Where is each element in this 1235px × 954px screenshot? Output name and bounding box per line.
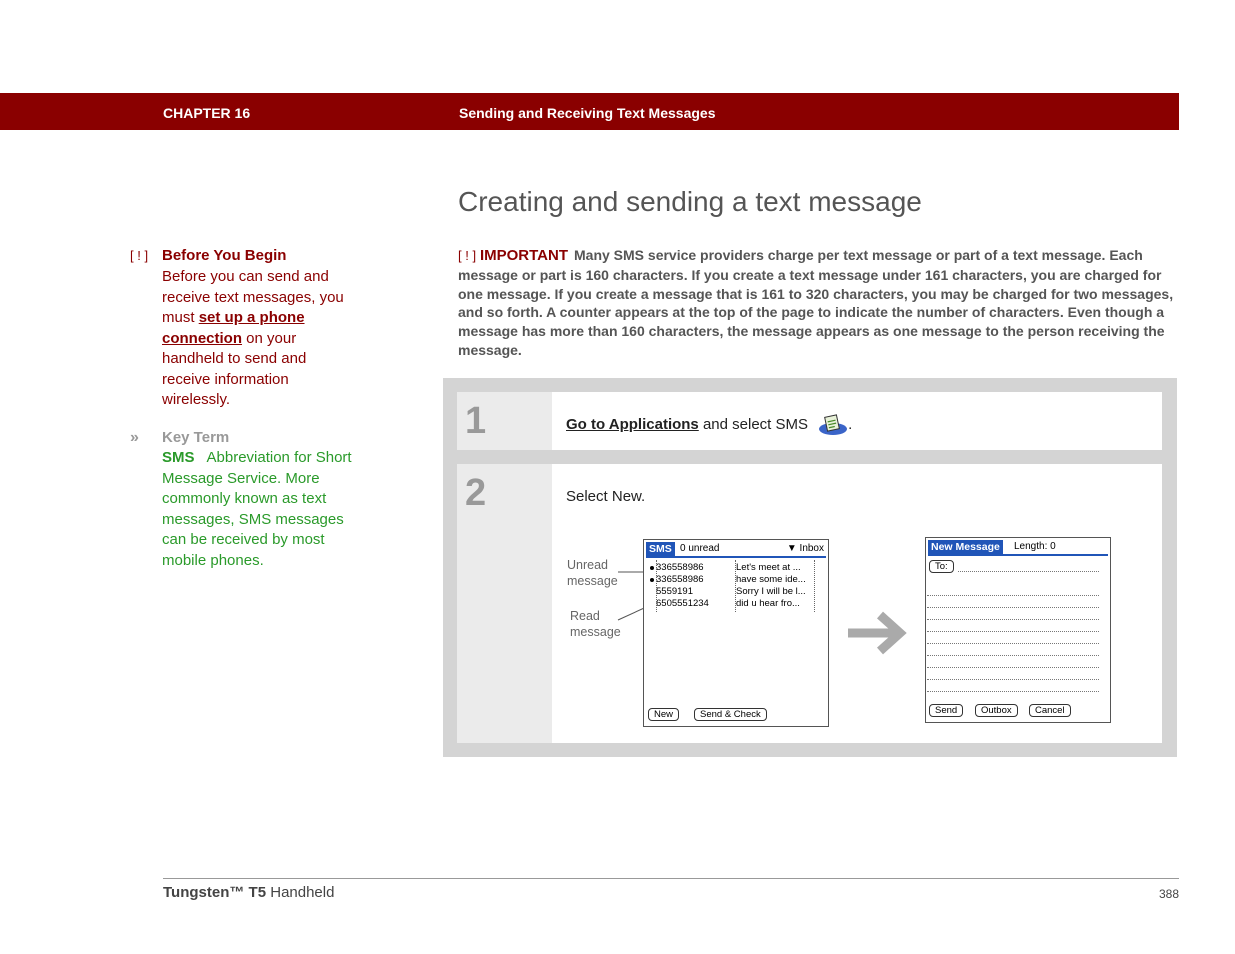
chapter-number: CHAPTER 16 <box>163 105 251 121</box>
new-button[interactable]: New <box>648 708 679 721</box>
set-up-phone-connection-link[interactable]: set up a phone connection <box>162 309 305 347</box>
key-term-word: SMS <box>162 449 195 466</box>
message-row[interactable]: 336558986 Let's meet at ... <box>650 562 820 574</box>
unread-message-callout: Unread message <box>567 558 618 588</box>
column-divider <box>656 560 658 612</box>
important-bracket-icon: [ ! ] <box>458 248 477 263</box>
column-divider <box>814 560 816 612</box>
new-message-screen <box>925 537 1111 723</box>
send-and-check-button[interactable]: Send & Check <box>694 708 767 721</box>
read-message-callout: Read message <box>570 609 621 639</box>
chapter-title: Sending and Receiving Text Messages <box>459 105 716 121</box>
footer-divider <box>163 878 1179 879</box>
new-message-app-tag: New Message <box>928 540 1003 554</box>
unread-filter[interactable]: 0 unread <box>680 543 720 554</box>
step-text: Select New. <box>566 488 646 505</box>
folder-select[interactable]: ▼ Inbox <box>786 543 824 554</box>
column-divider <box>735 560 737 612</box>
sms-title-bar <box>646 542 826 558</box>
new-message-title-bar <box>928 540 1108 556</box>
key-term-icon: » <box>130 429 139 446</box>
cancel-button[interactable]: Cancel <box>1029 704 1071 717</box>
before-you-begin-heading: Before You Begin <box>162 247 287 264</box>
step-number: 1 <box>457 392 552 450</box>
before-you-begin-text: Before you can send and receive text messages, you must set up a phone connection on your handheld to send and receive information wirelessly. <box>162 268 344 408</box>
important-note <box>458 246 1178 360</box>
go-to-applications-link[interactable]: Go to Applications <box>566 415 699 433</box>
send-button[interactable]: Send <box>929 704 963 717</box>
key-term-heading: Key Term <box>162 429 230 446</box>
step-1 <box>457 392 1162 450</box>
key-term-definition: SMS Abbreviation for Short Message Service. More commonly known as text messages, SMS messages can be received by most mobile phones. <box>162 449 352 569</box>
unread-dot-icon <box>650 578 654 582</box>
important-text: Many SMS service providers charge per text message or part of a text message. Each message or part is 160 characters. If you create a text message under 161 characters, you are charged for one message. If you create a message that is 161 to 320 characters, you may be charged for two messages, and so forth. A counter appears at the top of the page to indicate the number of characters. Even though a message has more than 160 characters, the message appears as one message to the person receiving the message. <box>458 247 1174 358</box>
step-number: 2 <box>457 464 552 743</box>
important-bracket-icon: [ ! ] <box>130 248 149 263</box>
sms-app-icon <box>818 414 848 436</box>
chapter-header <box>0 93 1179 130</box>
to-button[interactable]: To: <box>929 560 954 573</box>
arrow-right-icon <box>846 609 910 657</box>
footer-product: Tungsten™ T5 Handheld <box>163 884 335 901</box>
message-row[interactable]: 5559191 Sorry I will be l... <box>656 586 806 597</box>
unread-dot-icon <box>650 566 654 570</box>
outbox-button[interactable]: Outbox <box>975 704 1018 717</box>
sms-app-tag: SMS <box>646 542 675 556</box>
length-counter: Length: 0 <box>1014 541 1056 552</box>
message-row[interactable]: 336558986 have some ide... <box>650 574 820 586</box>
page-title: Creating and sending a text message <box>458 186 922 217</box>
sms-inbox-screen <box>643 539 829 727</box>
page-number: 388 <box>1158 887 1179 901</box>
message-row[interactable]: 6505551234 did u hear fro... <box>656 598 800 609</box>
important-label: IMPORTANT <box>479 247 568 264</box>
step-text: Go to Applications and select SMS . <box>566 414 852 436</box>
